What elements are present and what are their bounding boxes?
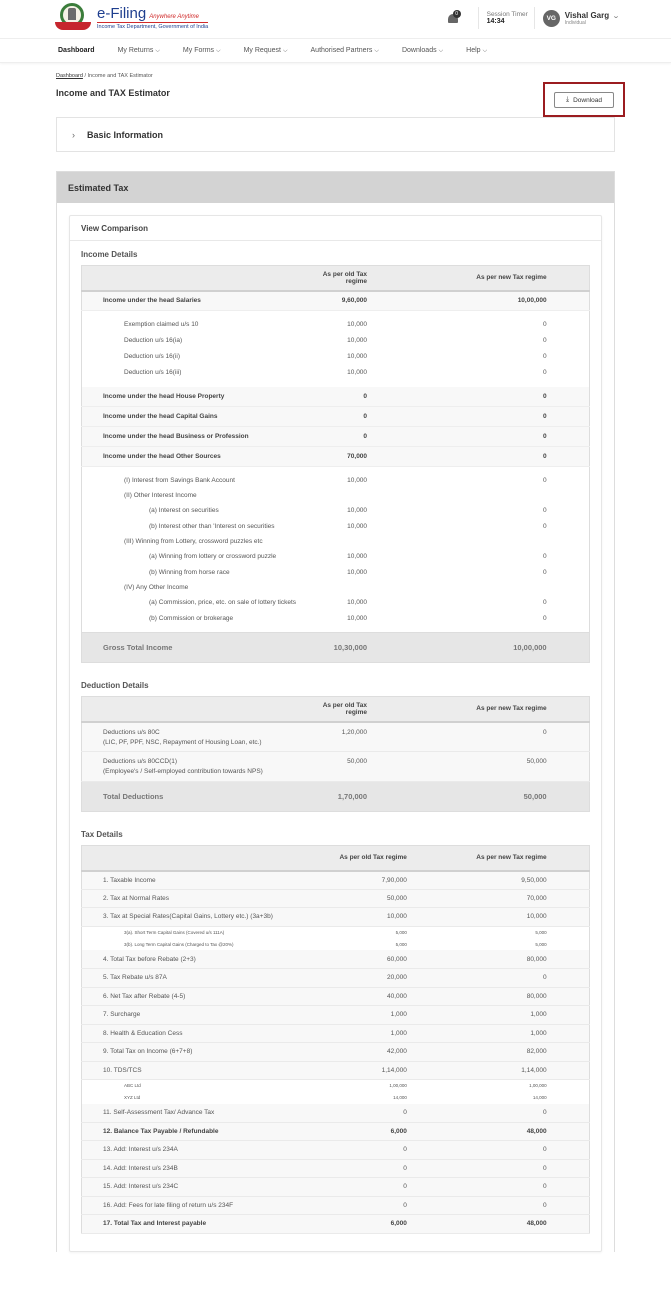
- row-label: (b) Commission or brokerage: [82, 611, 302, 627]
- row-label: Deduction u/s 16(ia): [82, 333, 302, 349]
- new-value: 0: [407, 1196, 547, 1215]
- new-value: 50,000: [367, 782, 547, 812]
- new-value: 9,50,000: [407, 871, 547, 890]
- table-row: [82, 1092, 590, 1104]
- row-label: (IV) Any Other Income: [82, 581, 590, 595]
- row-label: (II) Other Interest Income: [82, 489, 590, 503]
- cell: [547, 889, 590, 908]
- cell: [547, 407, 590, 427]
- table-row: [82, 473, 590, 489]
- table-row: [82, 333, 590, 349]
- old-value: 14,000: [321, 1092, 407, 1104]
- deduction-details-title: Deduction Details: [81, 681, 149, 690]
- old-value: 6,000: [321, 1215, 407, 1234]
- row-label: 3(a). Short Term Capital Gains (Covered u/s 111A): [82, 926, 322, 938]
- nav-my-returns[interactable]: [118, 47, 160, 55]
- new-value: 0: [367, 595, 547, 611]
- main-nav: [0, 38, 671, 63]
- row-label: 7. Surcharge: [82, 1006, 322, 1025]
- old-value: 50,000: [301, 752, 367, 782]
- cell: [547, 846, 590, 871]
- cell: [547, 1006, 590, 1025]
- table-row: [82, 752, 590, 782]
- old-value: 1,70,000: [301, 782, 367, 812]
- row-label: Deductions u/s 80CCD(1) (Employee's / Self-employed contribution towards NPS): [82, 752, 302, 782]
- new-value: 0: [367, 387, 547, 407]
- old-value: 1,00,000: [321, 1080, 407, 1092]
- new-value: 0: [367, 503, 547, 519]
- old-value: 10,000: [301, 333, 367, 349]
- cell: [547, 1024, 590, 1043]
- nav-my-request[interactable]: [244, 47, 288, 55]
- cell: [547, 519, 590, 535]
- row-label: Income under the head House Property: [82, 387, 302, 407]
- cell: [547, 1080, 590, 1092]
- cell: [547, 349, 590, 365]
- cell: [547, 1215, 590, 1234]
- cell: [547, 503, 590, 519]
- cell: [547, 595, 590, 611]
- old-value: 10,000: [301, 565, 367, 581]
- row-label: 4. Total Tax before Rebate (2+3): [82, 950, 322, 969]
- nav-label: Dashboard: [58, 47, 95, 54]
- old-value: 10,30,000: [301, 633, 367, 663]
- old-value: 10,000: [301, 365, 367, 381]
- new-value: 0: [367, 349, 547, 365]
- cell: [547, 1061, 590, 1080]
- logo-subtitle: Income Tax Department, Government of India: [97, 24, 209, 30]
- table-row: [82, 1178, 590, 1197]
- efiling-logo[interactable]: [55, 2, 208, 34]
- old-value: 10,000: [301, 349, 367, 365]
- row-label: 13. Add: Interest u/s 234A: [82, 1141, 322, 1160]
- new-value: 0: [367, 565, 547, 581]
- notification-count-badge: 0: [453, 10, 461, 18]
- cell: [547, 549, 590, 565]
- new-value: 0: [367, 333, 547, 349]
- new-value: 5,000: [407, 926, 547, 938]
- download-button[interactable]: [554, 92, 614, 108]
- table-row: [82, 407, 590, 427]
- table-row: [82, 503, 590, 519]
- cell: [547, 633, 590, 663]
- row-label: Exemption claimed u/s 10: [82, 317, 302, 333]
- col-new-regime: As per new Tax regime: [367, 697, 547, 722]
- table-row: [82, 1122, 590, 1141]
- session-timer: [487, 11, 528, 25]
- table-row: [82, 365, 590, 381]
- old-value: 6,000: [321, 1122, 407, 1141]
- row-label: 15. Add: Interest u/s 234C: [82, 1178, 322, 1197]
- new-value: 0: [367, 611, 547, 627]
- chevron-down-icon: ⌵: [216, 47, 221, 54]
- row-label: Income under the head Business or Profession: [82, 427, 302, 447]
- table-row: [82, 317, 590, 333]
- old-value: 5,000: [321, 938, 407, 950]
- chevron-down-icon: ⌵: [438, 47, 444, 54]
- table-row: [82, 349, 590, 365]
- cell: [547, 908, 590, 927]
- new-value: 0: [367, 519, 547, 535]
- nav-my-forms[interactable]: [183, 47, 221, 55]
- table-row: [82, 1215, 590, 1234]
- avatar[interactable]: VG: [543, 10, 560, 27]
- user-name[interactable]: Vishal Garg: [564, 10, 610, 20]
- cell: [547, 387, 590, 407]
- table-row: [82, 969, 590, 988]
- cell: [547, 1141, 590, 1160]
- row-label: Income under the head Other Sources: [82, 447, 302, 467]
- col-new-regime: As per new Tax regime: [407, 846, 547, 871]
- table-row: [82, 1024, 590, 1043]
- table-row: [82, 1080, 590, 1092]
- nav-label: My Forms: [182, 46, 215, 54]
- total-deductions-row: [82, 782, 590, 812]
- user-role: Individual: [564, 19, 586, 26]
- chevron-down-icon: ⌵: [482, 47, 488, 54]
- cell: [547, 317, 590, 333]
- cell: [547, 447, 590, 467]
- cell: [547, 611, 590, 627]
- table-row: [82, 489, 590, 503]
- nav-downloads[interactable]: [402, 47, 443, 55]
- row-label: Income under the head Capital Gains: [82, 407, 302, 427]
- table-row: [82, 938, 590, 950]
- download-highlight-box: [543, 82, 625, 117]
- old-value: 10,000: [301, 519, 367, 535]
- row-label: 9. Total Tax on Income (6+7+8): [82, 1043, 322, 1062]
- table-row: [82, 908, 590, 927]
- new-value: 1,14,000: [407, 1061, 547, 1080]
- row-label: 12. Balance Tax Payable / Refundable: [82, 1122, 322, 1141]
- chevron-down-icon[interactable]: ⌄: [611, 12, 621, 20]
- cell: [547, 1122, 590, 1141]
- table-row: [82, 611, 590, 627]
- new-value: 48,000: [407, 1215, 547, 1234]
- new-value: 0: [367, 365, 547, 381]
- nav-label: Authorised Partners: [310, 46, 373, 54]
- income-details-table: [81, 265, 590, 663]
- old-value: 1,000: [321, 1024, 407, 1043]
- notification-bell-icon[interactable]: [448, 10, 462, 26]
- cell: [547, 926, 590, 938]
- row-label: Deduction u/s 16(iii): [82, 365, 302, 381]
- new-value: 10,00,000: [367, 633, 547, 663]
- cell: [547, 752, 590, 782]
- table-row: [82, 581, 590, 595]
- new-value: 0: [367, 722, 547, 752]
- new-value: 14,000: [407, 1092, 547, 1104]
- row-label: 3. Tax at Special Rates(Capital Gains, Lottery etc.) (3a+3b): [82, 908, 322, 927]
- row-label: 11. Self-Assessment Tax/ Advance Tax: [82, 1104, 322, 1123]
- old-value: 0: [321, 1178, 407, 1197]
- chevron-right-icon: ›: [72, 129, 75, 140]
- cell: [547, 473, 590, 489]
- old-value: 1,14,000: [321, 1061, 407, 1080]
- new-value: 0: [407, 1178, 547, 1197]
- cell: [547, 333, 590, 349]
- col-old-regime: As per old Tax regime: [301, 697, 367, 722]
- estimated-tax-panel: [56, 171, 615, 1252]
- col-new-regime: As per new Tax regime: [367, 266, 547, 291]
- new-value: 82,000: [407, 1043, 547, 1062]
- table-row: [82, 889, 590, 908]
- nav-label: Downloads: [401, 46, 437, 54]
- cell: [547, 938, 590, 950]
- row-label: ABC Ltd: [82, 1080, 322, 1092]
- new-value: 0: [407, 1159, 547, 1178]
- new-value: 0: [367, 549, 547, 565]
- new-value: 10,00,000: [367, 291, 547, 311]
- new-value: 48,000: [407, 1122, 547, 1141]
- row-label: Deductions u/s 80C (LIC, PF, PPF, NSC, Repayment of Housing Loan, etc.): [82, 722, 302, 752]
- cell: [82, 697, 302, 722]
- cell: [547, 291, 590, 311]
- old-value: 0: [301, 427, 367, 447]
- table-row: [82, 519, 590, 535]
- table-row: [82, 1159, 590, 1178]
- row-label: Deduction u/s 16(ii): [82, 349, 302, 365]
- new-value: 1,000: [407, 1024, 547, 1043]
- new-value: 0: [367, 317, 547, 333]
- old-value: 0: [321, 1141, 407, 1160]
- nav-dashboard[interactable]: [58, 47, 95, 54]
- table-row: [82, 427, 590, 447]
- cell: [547, 565, 590, 581]
- cell: [547, 1104, 590, 1123]
- divider: [478, 7, 479, 29]
- table-row: [82, 950, 590, 969]
- nav-label: My Request: [243, 46, 281, 54]
- col-old-regime: As per old Tax regime: [301, 266, 367, 291]
- new-value: 0: [367, 473, 547, 489]
- old-value: 10,000: [301, 473, 367, 489]
- row-label: (III) Winning from Lottery, crossword puzzles etc: [82, 535, 590, 549]
- divider: [534, 7, 535, 29]
- row-label: (b) Interest other than 'Interest on securities: [82, 519, 302, 535]
- new-value: 0: [367, 407, 547, 427]
- basic-information-accordion[interactable]: [56, 117, 615, 152]
- breadcrumb: [56, 73, 615, 83]
- cell: [547, 782, 590, 812]
- breadcrumb-current: Income and TAX Estimator: [87, 73, 153, 79]
- logo-tagline: Anywhere Anytime: [149, 14, 199, 20]
- cell: [547, 1159, 590, 1178]
- cell: [547, 266, 590, 291]
- cell: [547, 969, 590, 988]
- table-row: [82, 1061, 590, 1080]
- deduction-details-table: [81, 696, 590, 812]
- chevron-down-icon: ⌵: [155, 47, 160, 54]
- new-value: 1,00,000: [407, 1080, 547, 1092]
- table-row: [82, 871, 590, 890]
- nav-label: Help: [466, 46, 481, 54]
- old-value: 40,000: [321, 987, 407, 1006]
- basic-information-label: Basic Information: [87, 129, 164, 140]
- old-value: 0: [321, 1159, 407, 1178]
- view-comparison-card: [69, 215, 602, 1252]
- row-label: XYZ Ltd: [82, 1092, 322, 1104]
- row-label: (a) Commission, price, etc. on sale of lottery tickets: [82, 595, 302, 611]
- old-value: 5,000: [321, 926, 407, 938]
- table-row: [82, 987, 590, 1006]
- cell: [547, 365, 590, 381]
- old-value: 9,60,000: [301, 291, 367, 311]
- cell: [547, 987, 590, 1006]
- old-value: 10,000: [301, 595, 367, 611]
- page-content: [0, 73, 671, 1252]
- row-label: 5. Tax Rebate u/s 87A: [82, 969, 322, 988]
- cell: [82, 266, 302, 291]
- table-row: [82, 535, 590, 549]
- emblem-icon: [55, 2, 93, 34]
- old-value: 60,000: [321, 950, 407, 969]
- new-value: 50,000: [367, 752, 547, 782]
- table-row: [82, 1196, 590, 1215]
- row-label: (I) Interest from Savings Bank Account: [82, 473, 302, 489]
- row-label: 17. Total Tax and Interest payable: [82, 1215, 322, 1234]
- new-value: 5,000: [407, 938, 547, 950]
- row-label: (a) Interest on securities: [82, 503, 302, 519]
- page-title: Income and TAX Estimator: [56, 88, 170, 98]
- old-value: 7,90,000: [321, 871, 407, 890]
- chevron-down-icon: ⌵: [374, 47, 379, 54]
- row-label: 16. Add: Fees for late filing of return u/s 234F: [82, 1196, 322, 1215]
- table-row: [82, 1104, 590, 1123]
- download-label: Download: [573, 96, 603, 104]
- row-label: 14. Add: Interest u/s 234B: [82, 1159, 322, 1178]
- cell: [82, 846, 322, 871]
- new-value: 10,000: [407, 908, 547, 927]
- gross-total-row: [82, 633, 590, 663]
- new-value: 1,000: [407, 1006, 547, 1025]
- cell: [547, 1178, 590, 1197]
- row-label: 1. Taxable Income: [82, 871, 322, 890]
- site-header: [0, 0, 671, 38]
- row-label: 6. Net Tax after Rebate (4-5): [82, 987, 322, 1006]
- old-value: 0: [321, 1104, 407, 1123]
- row-label: Income under the head Salaries: [82, 291, 302, 311]
- cell: [547, 722, 590, 752]
- old-value: 10,000: [301, 549, 367, 565]
- table-row: [82, 549, 590, 565]
- table-row: [82, 595, 590, 611]
- row-label: 3(b). Long Term Capital Gains (Charged to Tax @20%): [82, 938, 322, 950]
- new-value: 0: [407, 969, 547, 988]
- breadcrumb-dashboard-link[interactable]: Dashboard: [56, 73, 83, 79]
- table-row: [82, 565, 590, 581]
- cell: [547, 1092, 590, 1104]
- row-label: Total Deductions: [82, 782, 302, 812]
- cell: [547, 427, 590, 447]
- user-menu[interactable]: [565, 11, 619, 26]
- old-value: 20,000: [321, 969, 407, 988]
- table-row: [82, 387, 590, 407]
- old-value: 10,000: [301, 503, 367, 519]
- old-value: 0: [301, 387, 367, 407]
- session-timer-value: 14:34: [486, 18, 505, 25]
- chevron-down-icon: ⌵: [282, 47, 288, 54]
- breadcrumb-separator: /: [82, 73, 88, 79]
- old-value: 1,20,000: [301, 722, 367, 752]
- table-row: [82, 1141, 590, 1160]
- old-value: 10,000: [321, 908, 407, 927]
- old-value: 1,000: [321, 1006, 407, 1025]
- table-row: [82, 1006, 590, 1025]
- income-details-title: Income Details: [81, 250, 138, 259]
- old-value: 0: [321, 1196, 407, 1215]
- old-value: 10,000: [301, 317, 367, 333]
- nav-label: My Returns: [117, 46, 154, 54]
- new-value: 0: [367, 427, 547, 447]
- row-label: (a) Winning from lottery or crossword puzzle: [82, 549, 302, 565]
- cell: [547, 1196, 590, 1215]
- row-label: 10. TDS/TCS: [82, 1061, 322, 1080]
- cell: [547, 1043, 590, 1062]
- new-value: 0: [407, 1141, 547, 1160]
- cell: [547, 871, 590, 890]
- new-value: 70,000: [407, 889, 547, 908]
- cell: [547, 697, 590, 722]
- cell: [547, 950, 590, 969]
- row-label: 2. Tax at Normal Rates: [82, 889, 322, 908]
- session-timer-label: Session Timer: [486, 11, 528, 18]
- row-label: Gross Total Income: [82, 633, 302, 663]
- old-value: 50,000: [321, 889, 407, 908]
- nav-help[interactable]: [466, 47, 487, 55]
- new-value: 0: [407, 1104, 547, 1123]
- nav-authorised-partners[interactable]: [311, 47, 379, 55]
- estimated-tax-header: Estimated Tax: [57, 172, 614, 203]
- tax-details-table: [81, 845, 590, 1234]
- new-value: 0: [367, 447, 547, 467]
- new-value: 80,000: [407, 950, 547, 969]
- tax-details-title: Tax Details: [81, 830, 123, 839]
- table-row: [82, 291, 590, 311]
- old-value: 70,000: [301, 447, 367, 467]
- table-row: [82, 926, 590, 938]
- new-value: 80,000: [407, 987, 547, 1006]
- table-row: [82, 447, 590, 467]
- table-row: [82, 722, 590, 752]
- view-comparison-title: View Comparison: [70, 216, 601, 241]
- row-label: 8. Health & Education Cess: [82, 1024, 322, 1043]
- old-value: 0: [301, 407, 367, 427]
- table-row: [82, 1043, 590, 1062]
- download-icon: ⤓: [565, 96, 570, 103]
- row-label: (b) Winning from horse race: [82, 565, 302, 581]
- col-old-regime: As per old Tax regime: [321, 846, 407, 871]
- old-value: 10,000: [301, 611, 367, 627]
- logo-title: e-Filing: [97, 5, 147, 22]
- old-value: 42,000: [321, 1043, 407, 1062]
